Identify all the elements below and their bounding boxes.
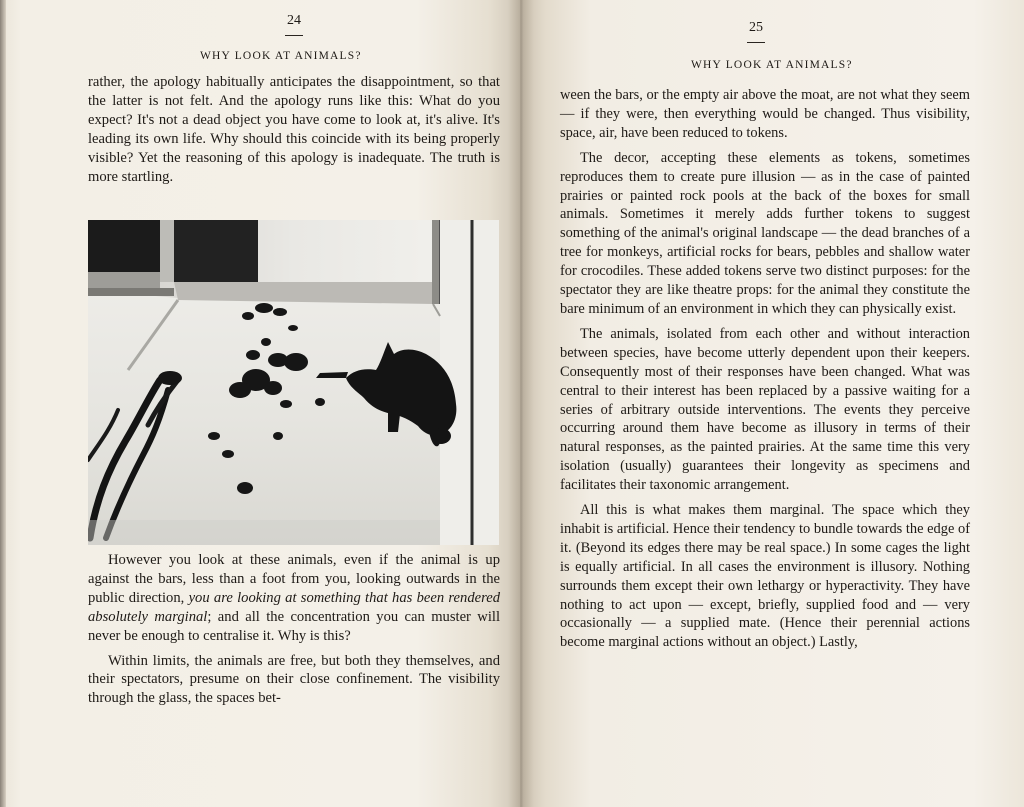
text-run: However you look at these animals, even if the animal is up against the bars, less than a foot from you, looking outwards in the public direction, — [88, 552, 500, 606]
page-number-text: 25 — [749, 20, 763, 35]
running-head-left: WHY LOOK AT ANIMALS? — [200, 50, 362, 62]
book-gutter — [508, 0, 534, 807]
paragraph — [88, 551, 500, 646]
page-number-rule — [747, 42, 765, 43]
page-number-text: 24 — [287, 13, 301, 28]
zoo-photograph — [88, 220, 499, 545]
right-text — [560, 86, 970, 652]
left-text-top — [88, 73, 500, 186]
page-number-right — [726, 20, 786, 43]
italic-run: you are looking at something that has been rendered absolutely marginal — [88, 589, 500, 625]
paragraph: The animals, isolated from each other and without interaction between species, have become utterly dependent upon their keepers. Consequently most of their responses have been changed. What was central to their interest has been replaced by a passive waiting for a series of arbitrary outside interventions. The events they perceive occurring around them have become as illusory in terms of their natural responses, as the painted prairies. At the same time this very isolation (usually) guarantees their longevity as specimens and facilitates their taxonomic arrangement. — [560, 325, 970, 494]
page-number-left — [264, 13, 324, 36]
paragraph: Within limits, the animals are free, but both they themselves, and their spectators, presume on their close confinement. The visibility through the glass, the spaces bet- — [88, 652, 500, 707]
running-head-right: WHY LOOK AT ANIMALS? — [691, 59, 853, 71]
paragraph: The decor, accepting these elements as tokens, sometimes reproduces them to create pure illusion — as in the case of painted prairies or painted rock pools at the back of the boxes for small animals. Sometimes it merely adds further tokens to suggest something of the animal's original landscape — the dead branches of a tree for monkeys, artificial rocks for bears, pebbles and shallow water for crocodiles. These added tokens serve two distinct purposes: for the spectator they are like theatre props: for the animal they constitute the bare minimum of an environment in which they can physically exist. — [560, 149, 970, 317]
paragraph: rather, the apology habitually anticipates the disappointment, so that the latter is not felt. And the apology runs like this: What do you expect? It's not a dead object you have come to look at, it's alive. It's leading its own life. Why should this coincide with its being properly visible? Yet the reasoning of this apology is inadequate. The truth is more startling. — [88, 74, 500, 185]
text-run: ; and all the concentration you can muster will never be enough to centralise it. Why is this? — [88, 608, 501, 644]
paragraph: ween the bars, or the empty air above the moat, are not what they seem — if they were, then everything would be changed. Thus visibility, space, air, have been reduced to tokens. — [560, 87, 970, 141]
left-text-bottom — [88, 551, 500, 708]
page-edge — [0, 0, 6, 807]
paragraph: All this is what makes them marginal. The space which they inhabit is artificial. Hence their tendency to bundle towards the edge of it. (Beyond its edges there may be real space.) In some cages the light is equally artificial. In all cases the environment is illusory. Nothing surrounds them except their own lethargy or hyperactivity. They have nothing to act upon — except, briefly, supplied food and — very occasionally — a supplied mate. (Hence their perennial actions become marginal actions without an object.) Lastly, — [560, 502, 970, 651]
right-page — [520, 0, 1024, 807]
photo-image — [88, 220, 499, 545]
page-number-rule — [285, 35, 303, 36]
